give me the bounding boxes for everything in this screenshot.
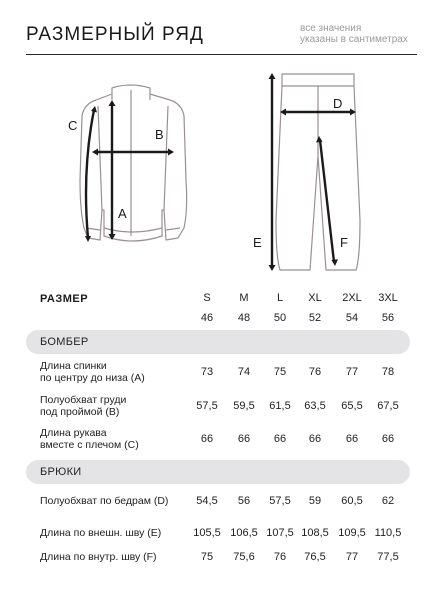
table-cell: 65,5 xyxy=(341,400,363,412)
table-cell: 74 xyxy=(237,366,251,378)
jacket-right-cuff xyxy=(166,228,180,230)
measure-c-arrow-top xyxy=(91,106,97,113)
measure-f-arrow-bottom xyxy=(332,259,339,266)
size-number: 48 xyxy=(237,312,251,324)
jacket-label-a: A xyxy=(118,206,127,221)
table-cell: 57,5 xyxy=(196,400,218,412)
table-cell: 76 xyxy=(273,551,287,563)
table-cell: 108,5 xyxy=(301,527,329,539)
size-number: 56 xyxy=(381,312,395,324)
table-cell: 59 xyxy=(308,495,322,507)
row-label xyxy=(40,427,139,451)
section-band xyxy=(26,460,410,484)
size-header-label: РАЗМЕР xyxy=(40,293,89,305)
table-cell: 107,5 xyxy=(266,527,294,539)
row-label-line: Полуобхват по бедрам (D) xyxy=(40,495,169,507)
measure-a-arrow-top xyxy=(109,100,116,106)
table-cell: 66 xyxy=(308,433,322,445)
pants-label-e: E xyxy=(253,235,262,250)
row-label-line: Длина по внутр. шву (F) xyxy=(40,551,157,563)
page-title: РАЗМЕРНЫЙ РЯД xyxy=(26,24,204,45)
table-cell: 76,5 xyxy=(304,551,326,563)
garment-diagrams xyxy=(0,60,443,280)
size-letter: S xyxy=(203,292,211,304)
row-label xyxy=(40,394,126,418)
table-cell: 59,5 xyxy=(233,400,255,412)
measure-f-arrow-top xyxy=(316,136,323,143)
size-number: 50 xyxy=(273,312,287,324)
measure-c-line xyxy=(86,110,94,238)
row-label-line: под проймой (B) xyxy=(40,406,120,418)
size-number: 46 xyxy=(200,312,214,324)
jacket-body xyxy=(80,94,187,241)
table-cell: 75,6 xyxy=(233,551,255,563)
size-letter: M xyxy=(239,292,249,304)
measure-f-line xyxy=(320,140,334,262)
table-cell: 77 xyxy=(345,551,359,563)
units-note xyxy=(300,23,408,45)
row-label-line: по центру до низа (A) xyxy=(40,372,145,384)
measure-c-arrow-bottom xyxy=(85,236,91,242)
size-letter: 2XL xyxy=(342,292,362,304)
size-letter: 3XL xyxy=(378,292,398,304)
size-number: 52 xyxy=(308,312,322,324)
table-cell: 77 xyxy=(345,366,359,378)
table-cell: 66 xyxy=(237,433,251,445)
row-label xyxy=(40,551,157,563)
table-cell: 105,5 xyxy=(193,527,221,539)
measure-b-arrow-left xyxy=(92,149,98,156)
table-cell: 75 xyxy=(273,366,287,378)
row-label-line: вместе с плечом (C) xyxy=(40,439,139,451)
row-label-line: Полуобхват груди xyxy=(40,394,127,406)
units-note-line-2: указаны в сантиметрах xyxy=(300,34,408,45)
pants-label-d: D xyxy=(333,96,343,111)
table-cell: 62 xyxy=(381,495,395,507)
table-cell: 57,5 xyxy=(269,495,291,507)
table-cell: 110,5 xyxy=(374,527,402,539)
row-label xyxy=(40,360,145,384)
table-cell: 56 xyxy=(237,495,251,507)
row-label xyxy=(40,495,168,507)
bomber-jacket-diagram xyxy=(80,85,187,241)
table-cell: 66 xyxy=(345,433,359,445)
table-cell: 78 xyxy=(381,366,395,378)
section-band xyxy=(26,330,410,354)
table-cell: 66 xyxy=(381,433,395,445)
table-cell: 54,5 xyxy=(196,495,218,507)
table-cell: 60,5 xyxy=(341,495,363,507)
units-note-line-1: все значения xyxy=(300,23,362,34)
row-label-line: Длина спинки xyxy=(40,360,107,372)
pants-waistband xyxy=(282,74,354,86)
jacket-left-sleeve-seam xyxy=(98,106,102,210)
section-title: БРЮКИ xyxy=(40,466,82,478)
table-cell: 106,5 xyxy=(230,527,258,539)
table-cell: 61,5 xyxy=(269,400,291,412)
table-cell: 75 xyxy=(200,551,214,563)
jacket-label-c: C xyxy=(68,118,78,133)
pants-label-f: F xyxy=(340,235,348,250)
table-cell: 66 xyxy=(273,433,287,445)
row-label-line: Длина по внешн. шву (E) xyxy=(40,527,162,539)
size-letter: XL xyxy=(308,292,322,304)
table-cell: 66 xyxy=(200,433,214,445)
measure-e-arrow-top xyxy=(269,73,276,79)
jacket-right-sleeve-seam xyxy=(164,106,168,210)
table-cell: 67,5 xyxy=(377,400,399,412)
table-cell: 77,5 xyxy=(377,551,399,563)
size-letter: L xyxy=(276,292,284,304)
size-number: 54 xyxy=(345,312,359,324)
jacket-label-b: B xyxy=(155,127,164,142)
row-label-line: Длина рукава xyxy=(40,427,107,439)
table-cell: 63,5 xyxy=(304,400,326,412)
title-divider xyxy=(26,54,417,55)
measure-e-arrow-bottom xyxy=(269,265,276,271)
table-cell: 73 xyxy=(200,366,214,378)
table-cell: 109,5 xyxy=(338,527,366,539)
section-title: БОМБЕР xyxy=(40,336,89,348)
measure-b-arrow-right xyxy=(168,149,174,156)
table-cell: 76 xyxy=(308,366,322,378)
row-label xyxy=(40,527,161,539)
